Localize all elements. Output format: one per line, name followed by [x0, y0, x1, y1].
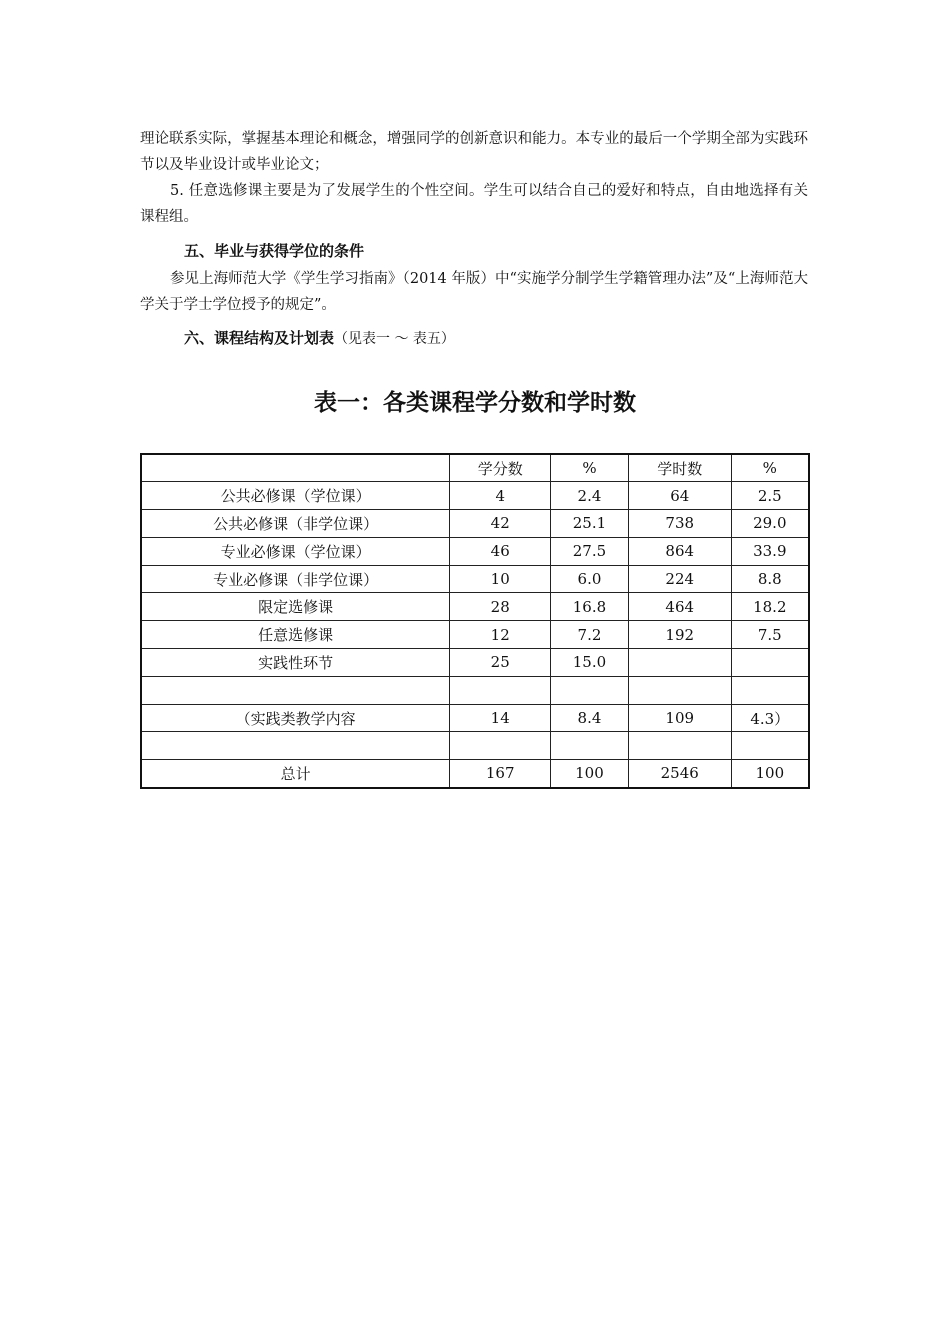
table-cell: 192 [628, 621, 731, 649]
table-cell: 25 [450, 649, 551, 677]
table-row [141, 565, 809, 593]
table-cell: % [551, 454, 629, 482]
credits-hours-table [140, 453, 810, 789]
table-cell: 15.0 [551, 649, 629, 677]
table-row [141, 537, 809, 565]
table-cell: 学分数 [450, 454, 551, 482]
table-cell: 7.2 [551, 621, 629, 649]
table-cell: 27.5 [551, 537, 629, 565]
paragraph-graduation-reference: 参见上海师范大学《学生学习指南》（2014 年版）中“实施学分制学生学籍管理办法”及“上海师范大学关于学士学位授予的规定”。 [140, 271, 808, 313]
table-cell: 109 [628, 704, 731, 732]
table-cell [628, 732, 731, 760]
table-cell: 8.4 [551, 704, 629, 732]
heading-text: 六、课程结构及计划表 [184, 329, 335, 347]
table-cell: 任意选修课 [141, 621, 450, 649]
table-cell: 2546 [628, 760, 731, 788]
table-cell: 864 [628, 537, 731, 565]
table-cell: 实践性环节 [141, 649, 450, 677]
table-cell [450, 732, 551, 760]
table-cell [551, 676, 629, 704]
table-cell: 12 [450, 621, 551, 649]
table-cell [141, 676, 450, 704]
table-cell: 总计 [141, 760, 450, 788]
table-cell: 29.0 [731, 510, 809, 538]
table-row [141, 676, 809, 704]
table-cell [628, 649, 731, 677]
table-cell: 25.1 [551, 510, 629, 538]
table-cell: 16.8 [551, 593, 629, 621]
table-cell: % [731, 454, 809, 482]
table-cell: 限定选修课 [141, 593, 450, 621]
table-cell [450, 676, 551, 704]
table-row [141, 649, 809, 677]
table-cell: 14 [450, 704, 551, 732]
table-cell [141, 732, 450, 760]
table-cell: 224 [628, 565, 731, 593]
table-cell: 28 [450, 593, 551, 621]
table-row [141, 482, 809, 510]
table-row [141, 704, 809, 732]
table-title: 表一：各类课程学分数和学时数 [314, 390, 636, 416]
table-cell: 464 [628, 593, 731, 621]
paragraph-electives: 5. 任意选修课主要是为了发展学生的个性空间。学生可以结合自己的爱好和特点，自由地选择有关课程组。 [140, 183, 808, 225]
table-cell: 2.4 [551, 482, 629, 510]
heading-note: （见表一 ～ 表五） [334, 331, 455, 347]
table-cell: 64 [628, 482, 731, 510]
table-body [141, 454, 809, 788]
table-cell: 2.5 [731, 482, 809, 510]
table-cell [628, 676, 731, 704]
table-header-row [141, 454, 809, 482]
table-cell: 专业必修课（学位课） [141, 537, 450, 565]
table-cell [141, 454, 450, 482]
table-row [141, 510, 809, 538]
table-cell [731, 676, 809, 704]
table-cell: 167 [450, 760, 551, 788]
table-row [141, 593, 809, 621]
table-cell: 42 [450, 510, 551, 538]
table-cell: 100 [551, 760, 629, 788]
table-cell [731, 732, 809, 760]
section-heading-graduation: 五、毕业与获得学位的条件 [184, 242, 365, 260]
paragraph-practice: 理论联系实际，掌握基本理论和概念，增强同学的创新意识和能力。本专业的最后一个学期全部为实践环节以及毕业设计或毕业论文； [140, 131, 808, 173]
table-cell: 6.0 [551, 565, 629, 593]
table-cell: 专业必修课（非学位课） [141, 565, 450, 593]
table-cell: 10 [450, 565, 551, 593]
table-row [141, 732, 809, 760]
table-cell: 33.9 [731, 537, 809, 565]
table-cell: 100 [731, 760, 809, 788]
table-cell: 738 [628, 510, 731, 538]
table-row [141, 621, 809, 649]
table-cell: 公共必修课（非学位课） [141, 510, 450, 538]
table-cell: 公共必修课（学位课） [141, 482, 450, 510]
table-row [141, 760, 809, 788]
table-cell [731, 649, 809, 677]
table-cell: 8.8 [731, 565, 809, 593]
table-cell [551, 732, 629, 760]
table-cell: 18.2 [731, 593, 809, 621]
table-cell: 4 [450, 482, 551, 510]
table-cell: 7.5 [731, 621, 809, 649]
table-cell: （实践类教学内容 [141, 704, 450, 732]
table-cell: 学时数 [628, 454, 731, 482]
section-heading-curriculum [184, 327, 455, 348]
table-cell: 4.3） [731, 704, 809, 732]
table-cell: 46 [450, 537, 551, 565]
